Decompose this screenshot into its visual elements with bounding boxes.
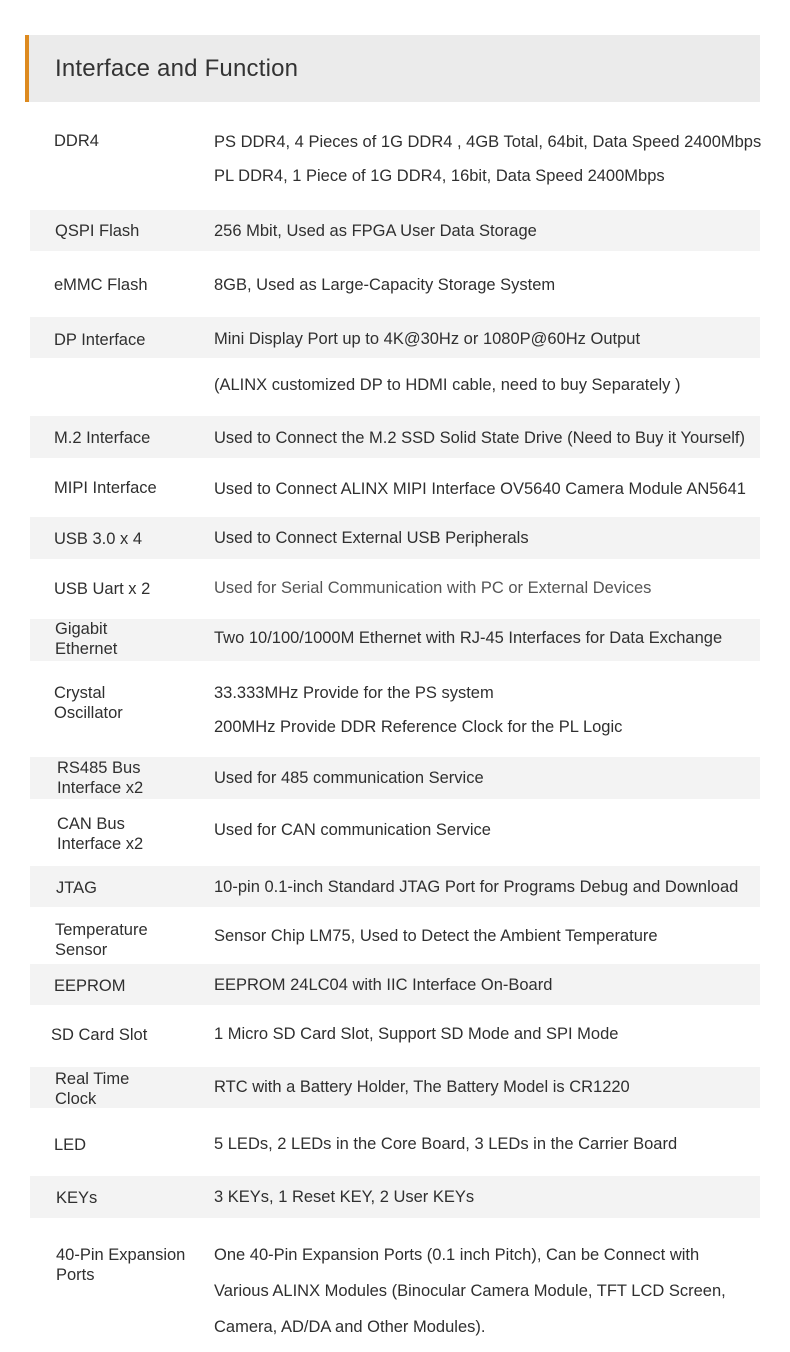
row-value-40pin-expansion-2: Various ALINX Modules (Binocular Camera Module, TFT LCD Screen, (214, 1282, 726, 1300)
row-value-sd-card-slot: 1 Micro SD Card Slot, Support SD Mode and SPI Mode (214, 1025, 619, 1043)
row-value-mipi-interface: Used to Connect ALINX MIPI Interface OV5640 Camera Module AN5641 (214, 480, 746, 498)
row-label-m2-interface: M.2 Interface (54, 429, 151, 447)
row-label-dp-interface: DP Interface (54, 331, 146, 349)
row-label-qspi-flash: QSPI Flash (55, 222, 140, 240)
row-label-sd-card-slot: SD Card Slot (51, 1026, 148, 1044)
section-header (25, 35, 760, 102)
row-value-m2-interface: Used to Connect the M.2 SSD Solid State Drive (Need to Buy it Yourself) (214, 429, 746, 447)
row-value-temperature-sensor: Sensor Chip LM75, Used to Detect the Ambient Temperature (214, 927, 658, 945)
row-value-crystal-oscillator-1: 33.333MHz Provide for the PS system (214, 684, 494, 702)
row-label-temperature-sensor: Temperature Sensor (55, 921, 148, 959)
row-value-40pin-expansion-3: Camera, AD/DA and Other Modules). (214, 1318, 486, 1336)
row-label-crystal-oscillator: Crystal Oscillator (54, 684, 123, 722)
row-label-rs485: RS485 Bus Interface x2 (57, 759, 144, 797)
row-value-dp-interface-2: (ALINX customized DP to HDMI cable, need to buy Separately ) (214, 376, 681, 394)
row-value-led: 5 LEDs, 2 LEDs in the Core Board, 3 LEDs in the Carrier Board (214, 1135, 678, 1153)
row-value-emmc-flash: 8GB, Used as Large-Capacity Storage System (214, 276, 556, 294)
row-value-dp-interface-1: Mini Display Port up to 4K@30Hz or 1080P@60Hz Output (214, 330, 641, 348)
page-title: Interface and Function (55, 55, 299, 82)
row-label-40pin-expansion: 40-Pin Expansion Ports (56, 1246, 186, 1284)
row-value-40pin-expansion-1: One 40-Pin Expansion Ports (0.1 inch Pitch), Can be Connect with (214, 1246, 700, 1264)
row-value-can-bus: Used for CAN communication Service (214, 821, 491, 839)
row-value-crystal-oscillator-2: 200MHz Provide DDR Reference Clock for the PL Logic (214, 718, 623, 736)
row-label-usb3: USB 3.0 x 4 (54, 530, 143, 548)
row-label-led: LED (54, 1136, 87, 1154)
row-label-gigabit-ethernet: Gigabit Ethernet (55, 620, 118, 658)
row-label-keys: KEYs (56, 1189, 98, 1207)
row-value-jtag: 10-pin 0.1-inch Standard JTAG Port for Programs Debug and Download (214, 878, 739, 896)
row-label-ddr4: DDR4 (54, 132, 99, 150)
row-value-usb3: Used to Connect External USB Peripherals (214, 529, 529, 547)
row-label-jtag: JTAG (56, 879, 97, 897)
row-label-can-bus: CAN Bus Interface x2 (57, 815, 144, 853)
row-value-qspi-flash: 256 Mbit, Used as FPGA User Data Storage (214, 222, 537, 240)
row-value-gigabit-ethernet: Two 10/100/1000M Ethernet with RJ-45 Interfaces for Data Exchange (214, 629, 723, 647)
row-label-emmc-flash: eMMC Flash (54, 276, 148, 294)
row-value-ddr4-2: PL DDR4, 1 Piece of 1G DDR4, 16bit, Data Speed 2400Mbps (214, 167, 665, 185)
row-label-mipi-interface: MIPI Interface (54, 479, 157, 497)
row-label-usb-uart: USB Uart x 2 (54, 580, 151, 598)
row-value-keys: 3 KEYs, 1 Reset KEY, 2 User KEYs (214, 1188, 475, 1206)
row-value-real-time-clock: RTC with a Battery Holder, The Battery Model is CR1220 (214, 1078, 630, 1096)
row-label-real-time-clock: Real Time Clock (55, 1070, 130, 1108)
row-value-rs485: Used for 485 communication Service (214, 769, 484, 787)
row-label-eeprom: EEPROM (54, 977, 126, 995)
row-value-usb-uart: Used for Serial Communication with PC or External Devices (214, 579, 652, 597)
row-value-eeprom: EEPROM 24LC04 with IIC Interface On-Board (214, 976, 553, 994)
row-value-ddr4-1: PS DDR4, 4 Pieces of 1G DDR4 , 4GB Total, 64bit, Data Speed 2400Mbps (214, 133, 762, 151)
